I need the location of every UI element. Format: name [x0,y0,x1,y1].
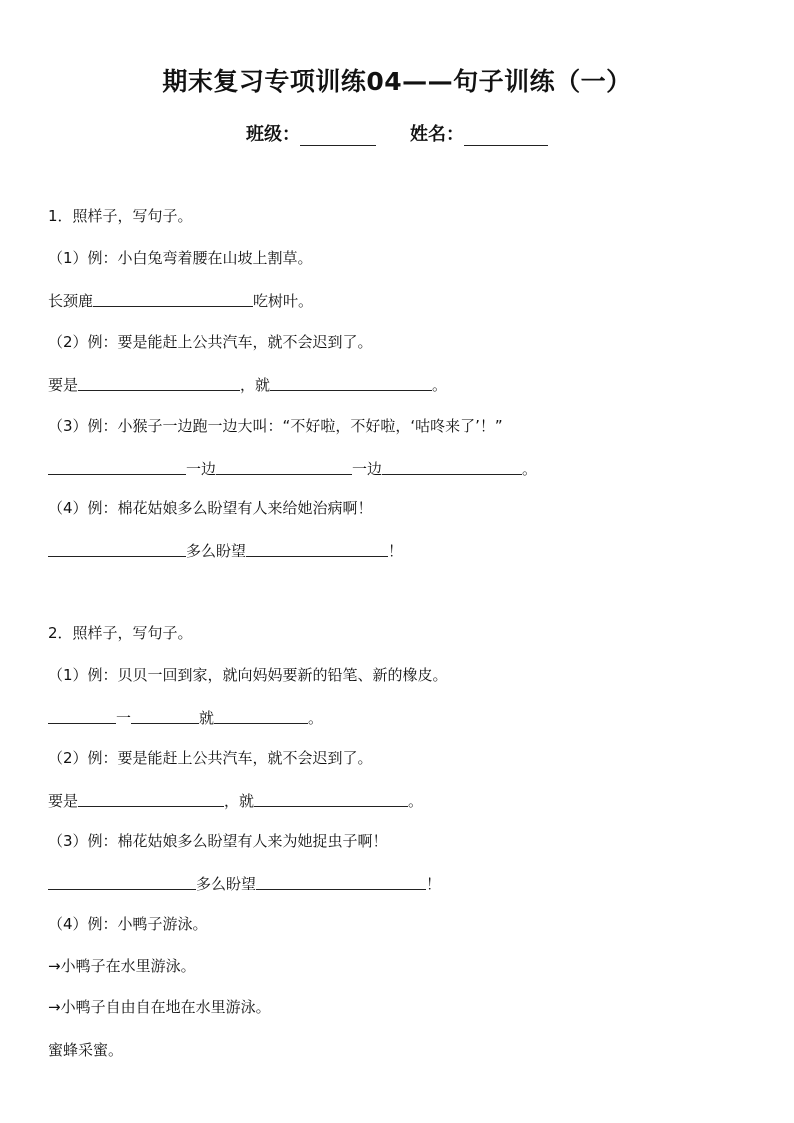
q1-example-2: （2）例：要是能赶上公共汽车，就不会迟到了。 [48,333,373,351]
q1-example-3: （3）例：小猴子一边跑一边大叫：“不好啦，不好啦，‘咕咚来了’！” [48,417,503,435]
q2-task-4: 蜜蜂采蜜。 [48,1041,124,1059]
answer-blank[interactable] [131,707,199,724]
answer-blank[interactable] [48,540,186,557]
q1-answer-4: 多么盼望 ！ [48,540,403,561]
answer-blank[interactable] [48,458,186,475]
q2-example-4-step-1: →小鸭子在水里游泳。 [48,957,196,975]
answer-blank[interactable] [246,540,388,557]
q2-answer-2: 要是 ，就 。 [48,792,424,810]
answer-blank[interactable] [78,790,224,807]
q2-answer-1: 一 就 。 [48,707,323,728]
q2-heading: 2．照样子，写句子。 [48,624,193,642]
answer-blank[interactable] [214,707,308,724]
q2-example-3: （3）例：棉花姑娘多么盼望有人来为她捉虫子啊！ [48,832,388,850]
class-blank[interactable] [300,125,376,146]
q1-answer-1: 长颈鹿 吃树叶。 [48,292,314,310]
answer-blank[interactable] [48,873,196,890]
q1-answer-2: 要是 ，就 。 [48,376,448,394]
answer-blank[interactable] [48,707,116,724]
q1-example-1: （1）例：小白兔弯着腰在山坡上割草。 [48,249,313,267]
q2-answer-3: 多么盼望 ！ [48,873,441,894]
q1-heading: 1．照样子，写句子。 [48,207,193,225]
answer-blank[interactable] [270,374,432,391]
class-label: 班级： [246,124,300,145]
answer-blank[interactable] [216,458,352,475]
answer-blank[interactable] [78,374,240,391]
q2-example-2: （2）例：要是能赶上公共汽车，就不会迟到了。 [48,749,373,767]
answer-blank[interactable] [256,873,426,890]
name-label: 姓名： [410,124,464,145]
q2-example-4-step-2: →小鸭子自由自在地在水里游泳。 [48,998,271,1016]
student-info [0,120,794,146]
class-field [246,120,376,146]
answer-blank[interactable] [382,458,522,475]
q1-answer-3: 一边 一边 。 [48,458,537,479]
name-field [410,120,548,146]
page-title: 期末复习专项训练04——句子训练（一） [162,67,632,96]
answer-blank[interactable] [254,790,408,807]
name-blank[interactable] [464,125,548,146]
q2-example-4: （4）例：小鸭子游泳。 [48,915,208,933]
q1-example-4: （4）例：棉花姑娘多么盼望有人来给她治病啊！ [48,499,373,517]
answer-blank[interactable] [93,290,253,307]
q2-example-1: （1）例：贝贝一回到家，就向妈妈要新的铅笔、新的橡皮。 [48,666,448,684]
